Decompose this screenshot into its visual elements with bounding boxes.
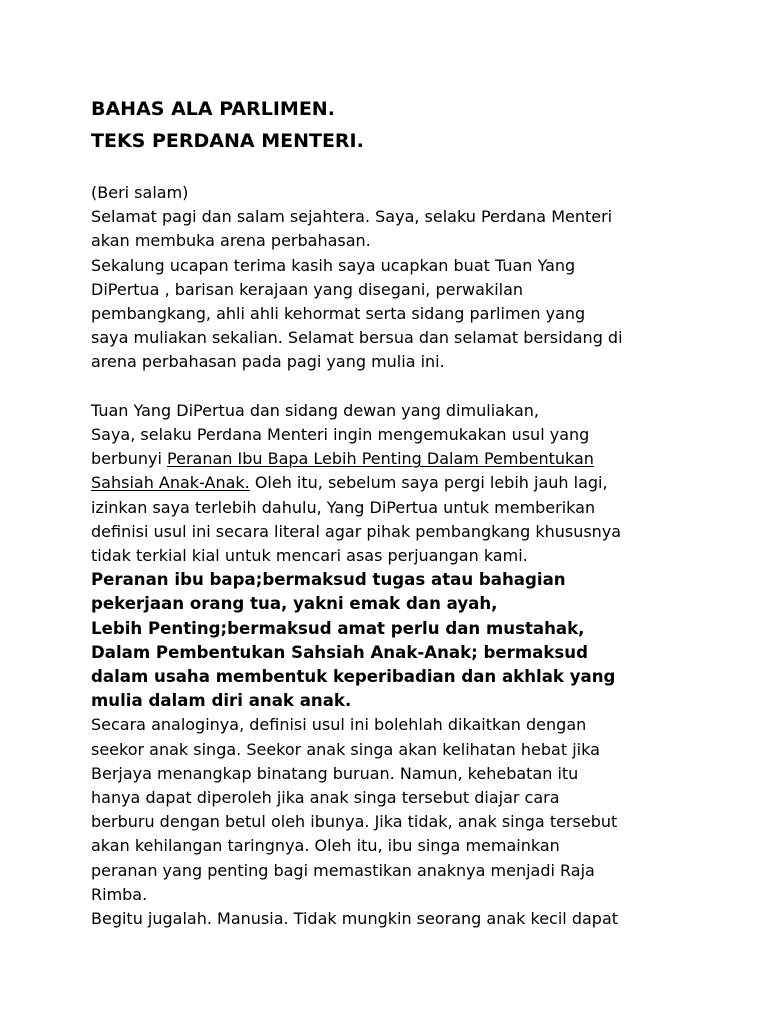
text-line: Rimba. [91, 884, 148, 904]
text-line: Begitu jugalah. Manusia. Tidak mungkin seorang anak kecil dapat [91, 909, 619, 929]
text-line: Secara analoginya, definisi usul ini bolehlah dikaitkan dengan [91, 715, 587, 735]
text-line: Berjaya menangkap binatang buruan. Namun, kehebatan itu [91, 763, 579, 783]
spacer [91, 157, 691, 181]
motion-paragraph [91, 399, 691, 568]
motion-prefix: berbunyi [91, 449, 168, 469]
text-line: akan kehilangan taringnya. Oleh itu, ibu singa memainkan [91, 836, 560, 856]
text-line: hanya dapat diperoleh jika anak singa tersebut diajar cara [91, 788, 560, 808]
definition-line: mulia dalam diri anak anak. [91, 691, 352, 711]
intro-paragraph [91, 181, 691, 375]
motion-title-underlined: Peranan Ibu Bapa Lebih Penting Dalam Pembentukan [167, 449, 594, 469]
definition-line: Dalam Pembentukan Sahsiah Anak-Anak; bermaksud [91, 642, 588, 662]
text-line: berburu dengan betul oleh ibunya. Jika tidak, anak singa tersebut [91, 812, 618, 832]
text-line: arena perbahasan pada pagi yang mulia ini. [91, 352, 445, 372]
text-line [91, 471, 691, 495]
text-line: (Beri salam) [91, 183, 189, 202]
text-line: Tuan Yang DiPertua dan sidang dewan yang dimuliakan, [91, 400, 539, 420]
definition-line: Lebih Penting;bermaksud amat perlu dan mustahak, [91, 618, 585, 638]
text-line: tidak terkial kial untuk mencari asas perjuangan kami. [91, 546, 528, 566]
text-line: seekor anak singa. Seekor anak singa akan kelihatan hebat jika [91, 739, 600, 759]
definition-line: dalam usaha membentuk keperibadian dan akhlak yang [91, 667, 616, 687]
document-page [91, 93, 691, 931]
text-line: pembangkang, ahli ahli kehormat serta sidang parlimen yang [91, 304, 586, 324]
text-line [91, 447, 691, 471]
text-line: Sekalung ucapan terima kasih saya ucapkan buat Tuan Yang [91, 255, 576, 275]
text-line: Saya, selaku Perdana Menteri ingin mengemukakan usul yang [91, 425, 590, 445]
text-line: izinkan saya terlebih dahulu, Yang DiPertua untuk memberikan [91, 497, 596, 517]
analogy-paragraph [91, 713, 691, 931]
text-line: DiPertua , barisan kerajaan yang disegani, perwakilan [91, 279, 524, 299]
document-subtitle: TEKS PERDANA MENTERI. [91, 130, 364, 152]
text-line: definisi usul ini secara literal agar pihak pembangkang khususnya [91, 521, 622, 541]
motion-suffix: Oleh itu, sebelum saya pergi lebih jauh lagi, [249, 473, 608, 493]
definition-line: Peranan ibu bapa;bermaksud tugas atau bahagian [91, 570, 566, 590]
spacer [91, 375, 691, 399]
motion-title-underlined: Sahsiah Anak-Anak. [91, 473, 250, 493]
text-line: Selamat pagi dan salam sejahtera. Saya, selaku Perdana Menteri [91, 207, 613, 227]
document-title: BAHAS ALA PARLIMEN. [91, 98, 335, 120]
definitions-bold [91, 568, 691, 713]
text-line: akan membuka arena perbahasan. [91, 231, 371, 251]
text-line: peranan yang penting bagi memastikan anaknya menjadi Raja [91, 860, 595, 880]
definition-line: pekerjaan orang tua, yakni emak dan ayah, [91, 594, 498, 614]
text-line: saya muliakan sekalian. Selamat bersua dan selamat bersidang di [91, 328, 623, 348]
